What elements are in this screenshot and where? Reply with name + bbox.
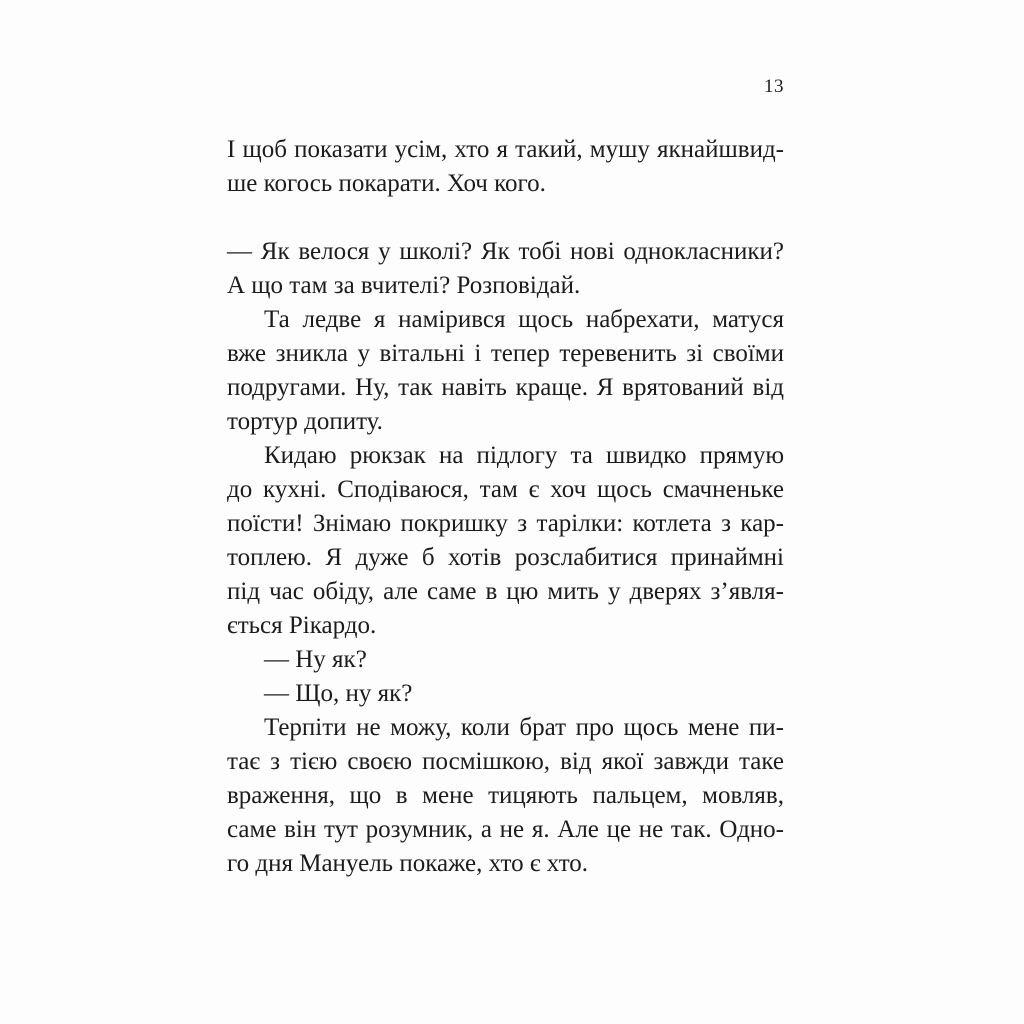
text-line: тортур допиту. (227, 408, 383, 435)
text-line: вже зникла у вітальні і тепер теревенить зі своїми (227, 340, 784, 367)
text-line: враження, що в мене тицяють пальцем, мовляв, (227, 782, 784, 809)
paragraph (227, 303, 784, 439)
text-line: до кухні. Сподіваюся, там є хоч щось смачненьке (227, 476, 784, 503)
text-line: — Ну як? (264, 646, 367, 673)
text-line: А що там за вчителі? Розповідай. (227, 272, 581, 299)
text-line: — Як велося у школі? Як тобі нові однокласники? (227, 238, 784, 265)
paragraph (227, 677, 784, 711)
paragraph (227, 439, 784, 643)
text-line: топлею. Я дуже б хотів розслабитися принаймні (227, 544, 784, 571)
text-line: І щоб показати усім, хто я такий, мушу якнайшвид- (227, 136, 784, 163)
text-block (227, 133, 784, 881)
text-line: саме він тут розумник, а не я. Але це не так. Одно- (227, 816, 784, 843)
text-line: ше когось покарати. Хоч кого. (227, 170, 546, 197)
text-line: Кидаю рюкзак на підлогу та швидко прямую (264, 442, 784, 469)
paragraph (227, 643, 784, 677)
paragraph (227, 235, 784, 303)
text-line: Та ледве я намірився щось набрехати, матуся (264, 306, 784, 333)
text-line: поїсти! Знімаю покришку з тарілки: котлета з кар- (227, 510, 784, 537)
paragraph (227, 711, 784, 881)
text-line: під час обіду, але саме в цю мить у дверях з’явля- (227, 578, 784, 605)
page-number: 13 (764, 76, 784, 97)
text-line: го дня Мануель покаже, хто є хто. (227, 850, 589, 877)
text-line: — Що, ну як? (264, 680, 413, 707)
text-line: тає з тією своєю посмішкою, від якої завжди таке (227, 748, 784, 775)
text-line: подругами. Ну, так навіть краще. Я врятований від (227, 374, 784, 401)
text-line: ється Рікардо. (227, 612, 377, 639)
text-line: Терпіти не можу, коли брат про щось мене пи- (264, 714, 784, 741)
paragraph (227, 133, 784, 201)
